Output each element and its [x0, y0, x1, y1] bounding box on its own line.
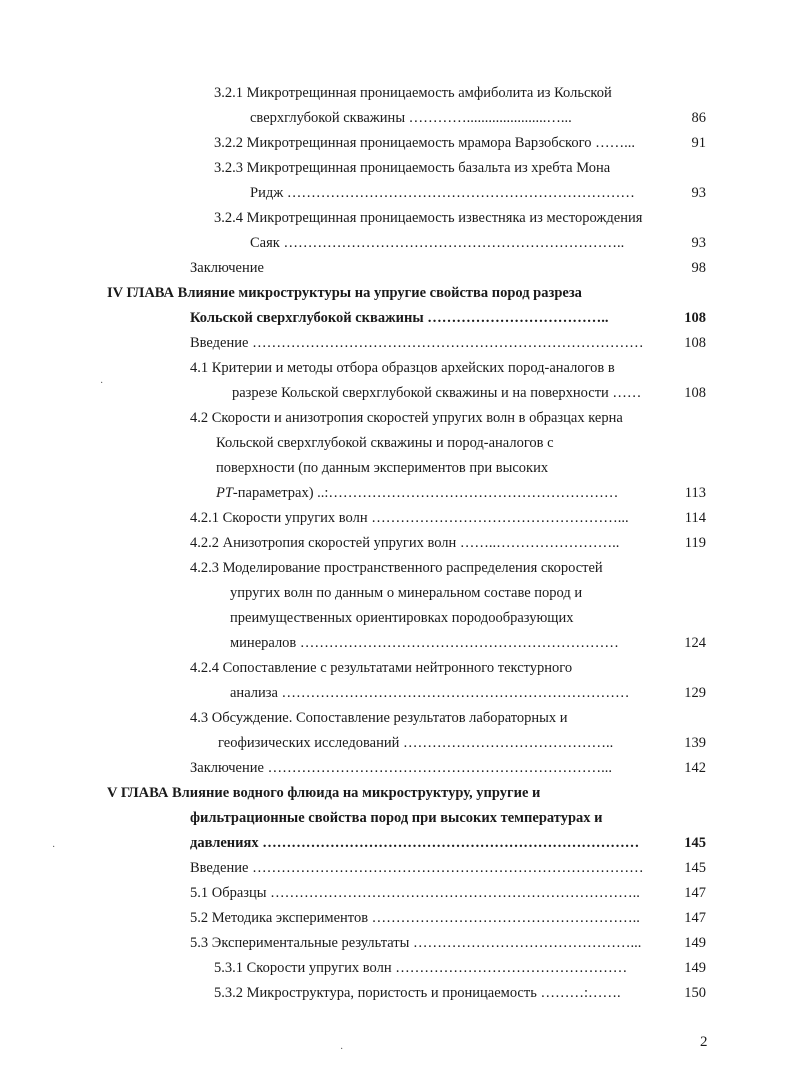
toc-entry-4-2-3-line4: минералов ………………………………………………………… [230, 635, 619, 651]
toc-entry-ch3-conclusion: Заключение [190, 260, 264, 276]
toc-page-ch4-conclusion: 142 [684, 760, 706, 776]
toc-entry-4-2-3-line2: упругих волн по данным о минеральном составе пород и [230, 585, 583, 601]
toc-entry-5-1: 5.1 Образцы ………………………………………………………………….. [190, 885, 640, 901]
scan-speck: · [52, 842, 56, 853]
toc-page-4-2-4: 129 [684, 685, 706, 701]
toc-entry-ch5-intro: Введение ……………………………………………………………………… [190, 860, 644, 876]
toc-entry-4-2-2: 4.2.2 Анизотропия скоростей упругих волн ……..…………………….. [190, 535, 620, 551]
toc-entry-4-2-line4-text: -параметрах) ..:…………………………………………………… [232, 485, 619, 501]
toc-entry-5-3: 5.3 Экспериментальные результаты ………………………………………... [190, 935, 642, 951]
toc-entry-3-2-1-line2: сверхглубокой скважины …………......................…... [250, 110, 572, 126]
toc-page-4-2-1: 114 [684, 510, 706, 526]
toc-entry-ch4-intro: Введение ……………………………………………………………………… [190, 335, 644, 351]
toc-entry-4-2-line2: Кольской сверхглубокой скважины и пород-аналогов с [216, 435, 554, 451]
toc-entry-5-3-2: 5.3.2 Микроструктура, пористость и проницаемость ………:……. [214, 985, 621, 1001]
toc-chapter-5-line1: V ГЛАВА Влияние водного флюида на микроструктуру, упругие и [107, 785, 541, 801]
scan-speck: · [100, 378, 104, 389]
toc-page-chapter-4: 108 [684, 310, 706, 326]
toc-page-ch5-intro: 145 [684, 860, 706, 876]
scan-speck: · [340, 1044, 344, 1055]
toc-page-ch4-intro: 108 [684, 335, 706, 351]
toc-page-3-2-4: 93 [691, 235, 706, 251]
toc-page-3-2-3: 93 [691, 185, 706, 201]
toc-page-5-3: 149 [684, 935, 706, 951]
toc-page-4-2: 113 [684, 485, 706, 501]
toc-page-5-2: 147 [684, 910, 706, 926]
toc-entry-ch4-conclusion: Заключение ……………………………………………………………... [190, 760, 612, 776]
toc-entry-5-3-1: 5.3.1 Скорости упругих волн ………………………………………… [214, 960, 628, 976]
toc-entry-4-2-line1: 4.2 Скорости и анизотропия скоростей упругих волн в образцах керна [190, 410, 623, 426]
toc-chapter-5-line3: давлениях …………………………………………………………………… [190, 835, 640, 851]
toc-page-5-1: 147 [684, 885, 706, 901]
toc-entry-3-2-3-line2: Ридж ……………………………………………………………… [250, 185, 635, 201]
toc-entry-3-2-1-line1: 3.2.1 Микротрещинная проницаемость амфиболита из Кольской [214, 85, 612, 101]
toc-page-4-1: 108 [684, 385, 706, 401]
toc-entry-4-2-4-line2: анализа ……………………………………………………………… [230, 685, 630, 701]
page-number: 2 [700, 1034, 708, 1050]
toc-entry-4-2-line4 [216, 484, 618, 502]
toc-page-5-3-1: 149 [684, 960, 706, 976]
toc-page-4-2-2: 119 [684, 535, 706, 551]
toc-entry-4-3-line1: 4.3 Обсуждение. Сопоставление результатов лабораторных и [190, 710, 568, 726]
toc-page-chapter-5: 145 [684, 835, 706, 851]
toc-entry-3-2-4-line1: 3.2.4 Микротрещинная проницаемость известняка из месторождения [214, 210, 643, 226]
toc-chapter-4-line1: IV ГЛАВА Влияние микроструктуры на упругие свойства пород разреза [107, 285, 582, 301]
toc-entry-4-2-line3: поверхности (по данным экспериментов при высоких [216, 460, 549, 476]
toc-entry-5-2: 5.2 Методика экспериментов ……………………………………………….. [190, 910, 640, 926]
toc-entry-4-2-3-line1: 4.2.3 Моделирование пространственного распределения скоростей [190, 560, 603, 576]
toc-entry-4-1-line2: разрезе Кольской сверхглубокой скважины и на поверхности …… [232, 385, 642, 401]
toc-entry-4-3-line2: геофизических исследований …………………………………….. [218, 735, 614, 751]
toc-page-5-3-2: 150 [684, 985, 706, 1001]
toc-entry-4-2-1: 4.2.1 Скорости упругих волн ……………………………………………... [190, 510, 629, 526]
toc-chapter-5-line2: фильтрационные свойства пород при высоких температурах и [190, 810, 603, 826]
toc-chapter-4-line2: Кольской сверхглубокой скважины ……………………………….. [190, 310, 609, 326]
toc-page-3-2-1: 86 [691, 110, 706, 126]
toc-page-4-3: 139 [684, 735, 706, 751]
toc-page-ch3-conclusion: 98 [691, 260, 706, 276]
toc-entry-4-2-3-line3: преимущественных ориентировках породообразующих [230, 610, 574, 626]
toc-entry-4-2-4-line1: 4.2.4 Сопоставление с результатами нейтронного текстурного [190, 660, 573, 676]
pt-italic: PT [216, 485, 233, 501]
toc-entry-3-2-4-line2: Саяк …………………………………………………………….. [250, 235, 625, 251]
toc-page-3-2-2: 91 [691, 135, 706, 151]
toc-entry-4-1-line1: 4.1 Критерии и методы отбора образцов архейских пород-аналогов в [190, 360, 615, 376]
toc-entry-3-2-2: 3.2.2 Микротрещинная проницаемость мрамора Варзобского ……... [214, 135, 635, 151]
toc-page-4-2-3: 124 [684, 635, 706, 651]
toc-entry-3-2-3-line1: 3.2.3 Микротрещинная проницаемость базальта из хребта Мона [214, 160, 611, 176]
